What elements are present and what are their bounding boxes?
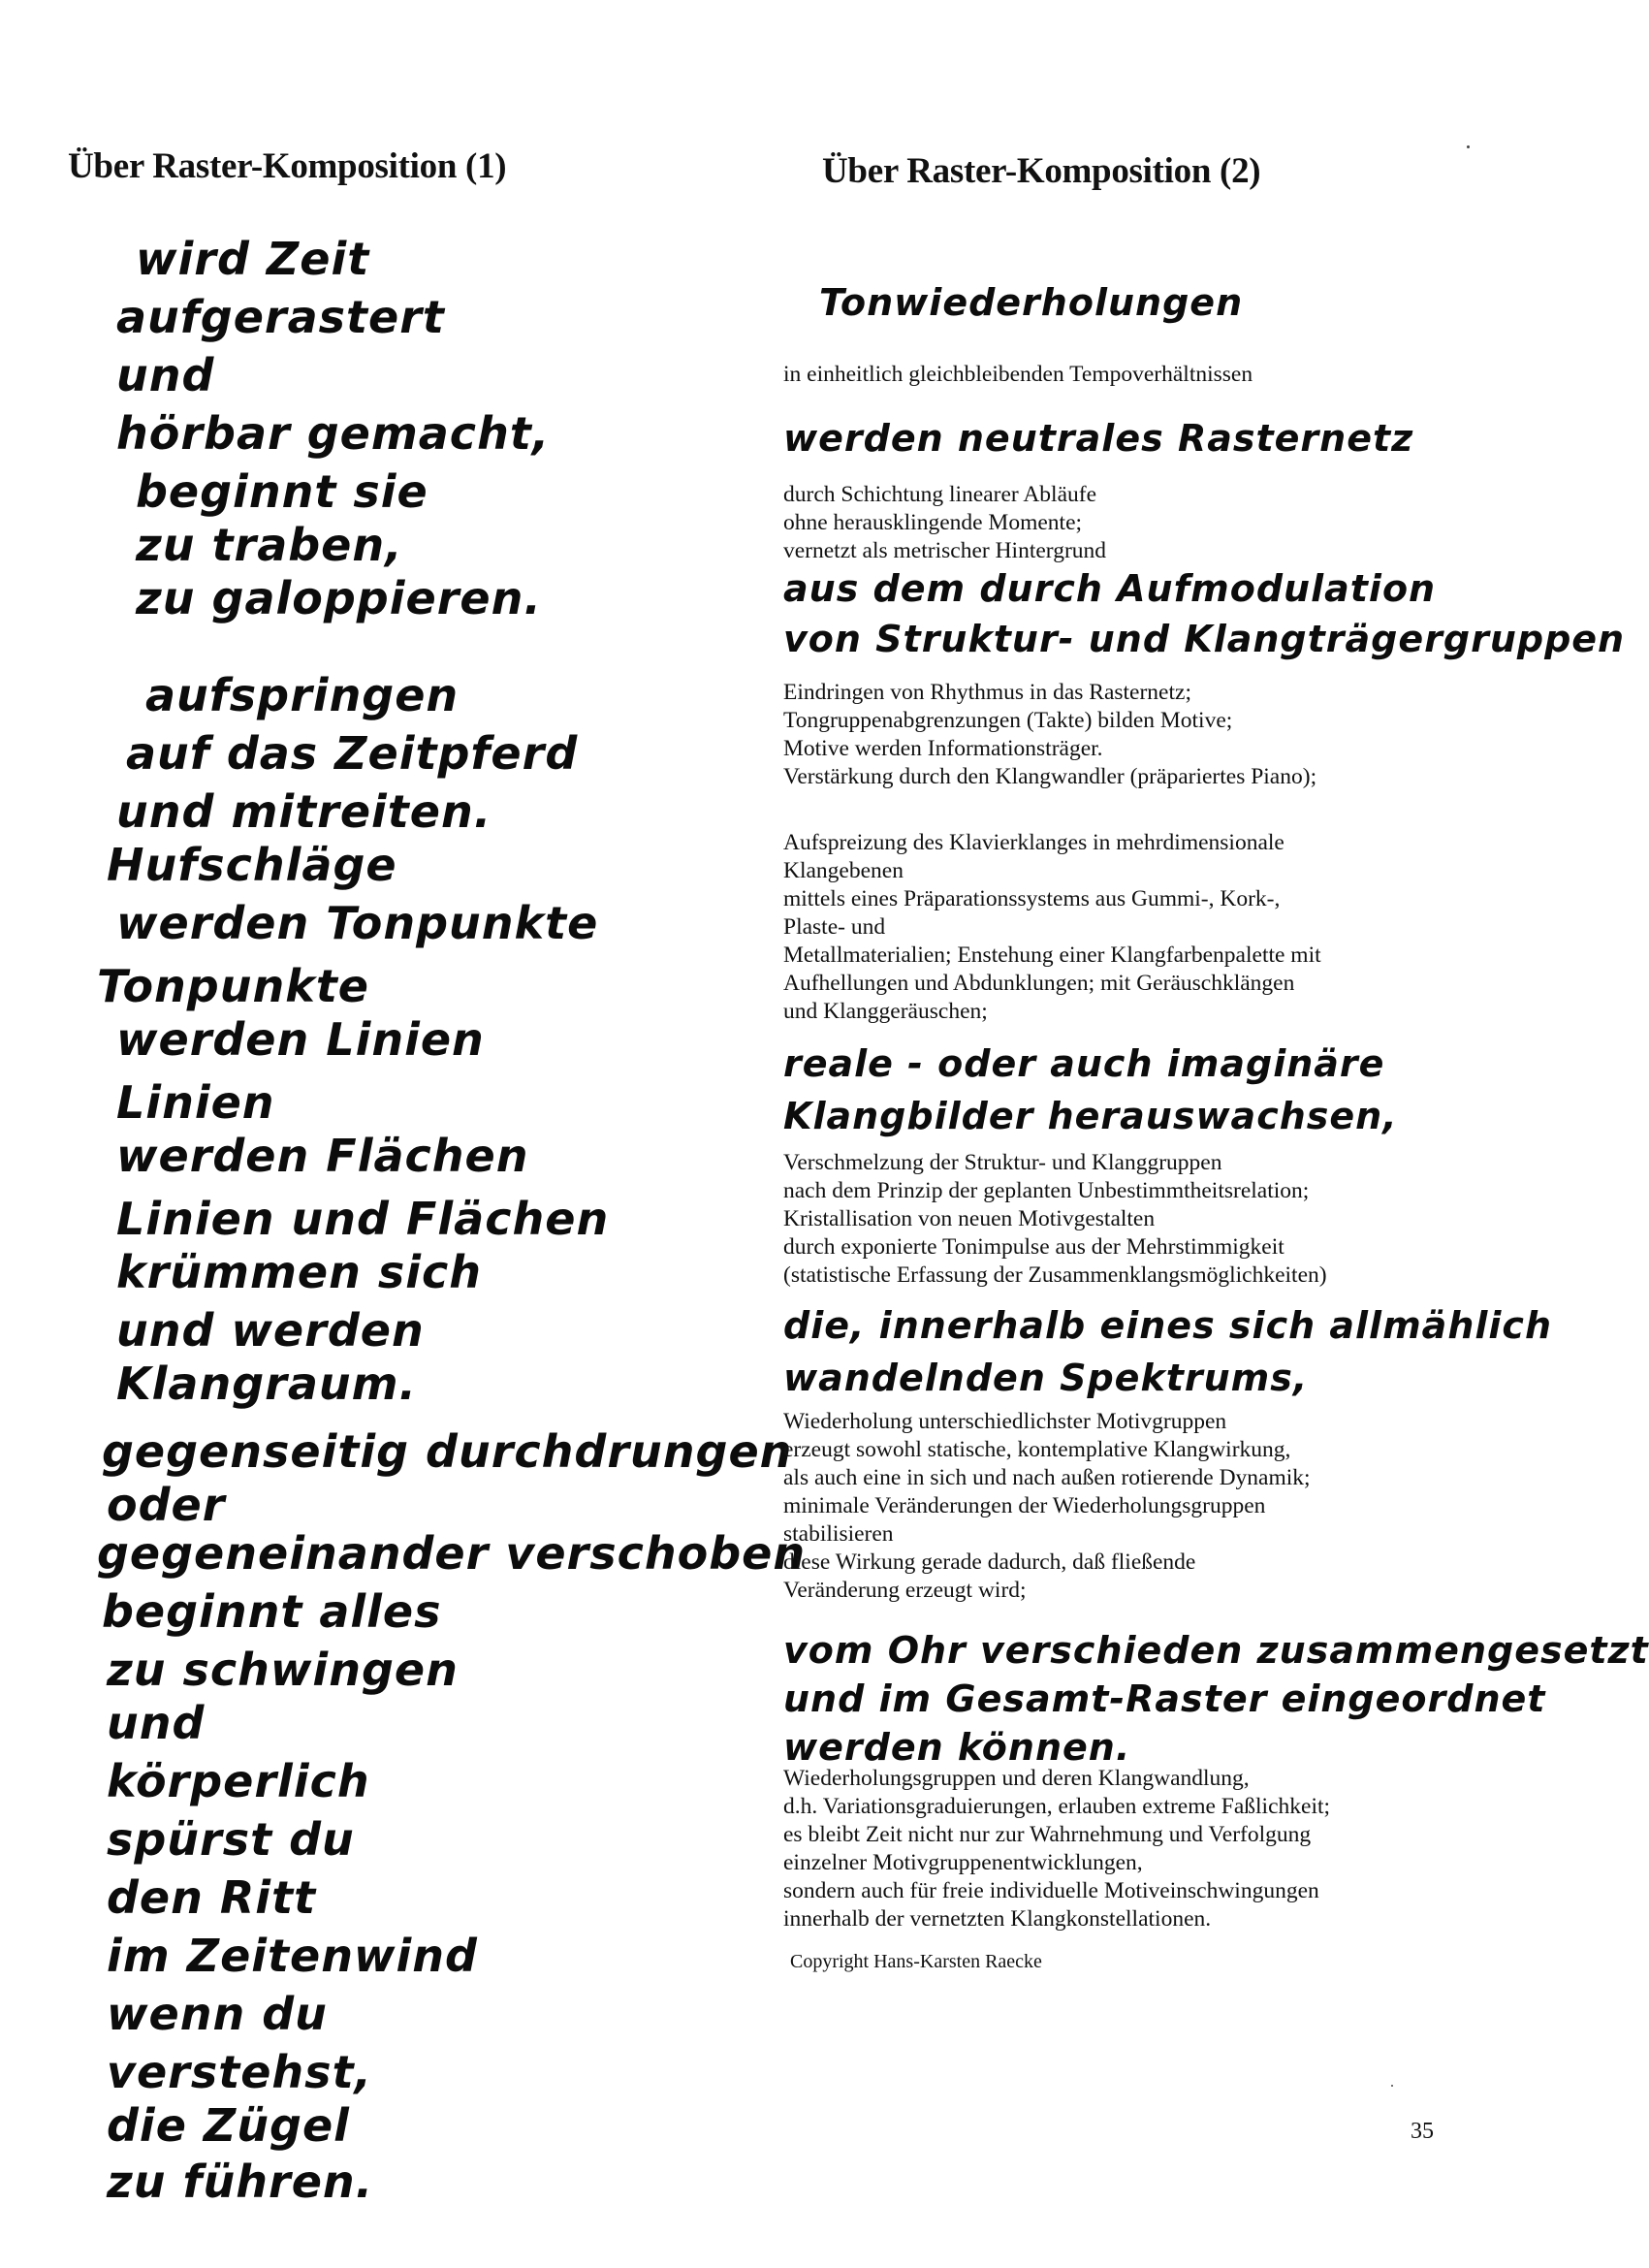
text-line: Metallmaterialien; Enstehung einer Klangfarbenpalette mit (783, 942, 1321, 968)
handwritten-line: zu galoppieren. (136, 572, 542, 624)
text-line: Aufhellungen und Abdunklungen; mit Geräuschklängen (783, 971, 1295, 996)
handwritten-line: verstehst, (107, 2046, 373, 2098)
handwritten-line: reale - oder auch imaginäre (783, 1042, 1385, 1085)
handwritten-line: Klangraum. (116, 1358, 418, 1410)
text-line: nach dem Prinzip der geplanten Unbestimmtheitsrelation; (783, 1178, 1310, 1203)
text-line: stabilisieren (783, 1521, 894, 1547)
handwritten-line: aufgerastert (116, 291, 445, 343)
text-line: durch Schichtung linearer Abläufe (783, 482, 1097, 507)
text-line: (statistische Erfassung der Zusammenklangsmöglichkeiten) (783, 1262, 1327, 1288)
text-line: Aufspreizung des Klavierklanges in mehrdimensionale (783, 830, 1284, 855)
text-line: Wiederholung unterschiedlichster Motivgruppen (783, 1409, 1227, 1434)
text-line: d.h. Variationsgraduierungen, erlauben extreme Faßlichkeit; (783, 1794, 1331, 1819)
handwritten-line: werden Flächen (116, 1130, 529, 1182)
text-line: diese Wirkung gerade dadurch, daß fließende (783, 1549, 1196, 1575)
text-line: innerhalb der vernetzten Klangkonstellationen. (783, 1906, 1212, 1932)
handwritten-line: zu traben, (136, 519, 403, 571)
text-line: als auch eine in sich und nach außen rotierende Dynamik; (783, 1465, 1311, 1490)
text-line: Veränderung erzeugt wird; (783, 1578, 1027, 1603)
text-line: in einheitlich gleichbleibenden Tempoverhältnissen (783, 362, 1253, 387)
handwritten-line: gegenseitig durchdrungen (102, 1425, 793, 1478)
text-line: Verschmelzung der Struktur- und Klanggruppen (783, 1150, 1222, 1175)
text-line: Plaste- und (783, 914, 886, 940)
handwritten-line: auf das Zeitpferd (126, 727, 579, 780)
handwritten-line: Tonwiederholungen (819, 281, 1244, 324)
speck (1467, 145, 1470, 148)
text-line: Verstärkung durch den Klangwandler (präpariertes Piano); (783, 764, 1317, 789)
handwritten-line: werden neutrales Rasternetz (783, 417, 1414, 460)
handwritten-line: werden Linien (116, 1013, 485, 1066)
handwritten-line: beginnt sie (136, 465, 428, 518)
handwritten-line: aufspringen (145, 669, 460, 721)
text-line: Eindringen von Rhythmus in das Rasternetz; (783, 680, 1191, 705)
handwritten-line: und im Gesamt-Raster eingeordnet (783, 1677, 1546, 1720)
text-line: durch exponierte Tonimpulse aus der Mehrstimmigkeit (783, 1234, 1284, 1260)
handwritten-line: den Ritt (107, 1871, 317, 1924)
handwritten-line: aus dem durch Aufmodulation (783, 567, 1437, 610)
text-line: Motive werden Informationsträger. (783, 736, 1103, 761)
handwritten-line: werden können. (783, 1726, 1131, 1769)
handwritten-line: beginnt alles (102, 1585, 442, 1638)
handwritten-line: die, innerhalb eines sich allmählich (783, 1304, 1552, 1347)
heading-right: Über Raster-Komposition (2) (822, 151, 1261, 191)
handwritten-line: und mitreiten. (116, 785, 492, 838)
handwritten-line: Linien (116, 1076, 275, 1129)
handwritten-line: und (107, 1697, 206, 1749)
handwritten-line: wandelnden Spektrums, (783, 1357, 1309, 1399)
copyright: Copyright Hans-Karsten Raecke (790, 1951, 1042, 1972)
text-line: Kristallisation von neuen Motivgestalten (783, 1206, 1156, 1231)
text-line: und Klanggeräuschen; (783, 999, 988, 1024)
handwritten-line: vom Ohr verschieden zusammengesetzt (783, 1629, 1649, 1672)
text-line: sondern auch für freie individuelle Motiveinschwingungen (783, 1878, 1319, 1903)
handwritten-line: im Zeitenwind (107, 1930, 478, 1982)
handwritten-line: körperlich (107, 1755, 370, 1807)
handwritten-line: oder (107, 1479, 226, 1531)
handwritten-line: von Struktur- und Klangträgergruppen (783, 618, 1626, 660)
text-line: es bleibt Zeit nicht nur zur Wahrnehmung und Verfolgung (783, 1822, 1312, 1847)
handwritten-line: Klangbilder herauswachsen, (783, 1095, 1398, 1137)
handwritten-line: hörbar gemacht, (116, 407, 551, 460)
text-line: ohne herausklingende Momente; (783, 510, 1083, 535)
handwritten-line: krümmen sich (116, 1246, 483, 1298)
page-number: 35 (1411, 2119, 1434, 2144)
handwritten-line: Tonpunkte (97, 960, 370, 1012)
text-line: minimale Veränderungen der Wiederholungsgruppen (783, 1493, 1266, 1518)
handwritten-line: zu führen. (107, 2156, 374, 2208)
text-line: einzelner Motivgruppenentwicklungen, (783, 1850, 1143, 1875)
text-line: Wiederholungsgruppen und deren Klangwandlung, (783, 1766, 1250, 1791)
handwritten-line: und (116, 349, 215, 401)
handwritten-line: die Zügel (107, 2099, 350, 2152)
handwritten-line: und werden (116, 1304, 425, 1357)
handwritten-line: zu schwingen (107, 1644, 459, 1696)
speck (1391, 2085, 1393, 2087)
handwritten-line: spürst du (107, 1813, 355, 1866)
text-line: erzeugt sowohl statische, kontemplative Klangwirkung, (783, 1437, 1291, 1462)
text-line: vernetzt als metrischer Hintergrund (783, 538, 1107, 563)
handwritten-line: wenn du (107, 1988, 328, 2040)
text-line: Tongruppenabgrenzungen (Takte) bilden Motive; (783, 708, 1233, 733)
heading-left: Über Raster-Komposition (1) (68, 146, 507, 186)
handwritten-line: wird Zeit (136, 233, 370, 285)
text-line: Klangebenen (783, 858, 904, 883)
handwritten-line: werden Tonpunkte (116, 897, 599, 949)
handwritten-line: Hufschläge (107, 839, 397, 891)
text-line: mittels eines Präparationssystems aus Gummi-, Kork-, (783, 886, 1281, 911)
handwritten-line: gegeneinander verschoben (97, 1527, 807, 1580)
handwritten-line: Linien und Flächen (116, 1193, 610, 1245)
